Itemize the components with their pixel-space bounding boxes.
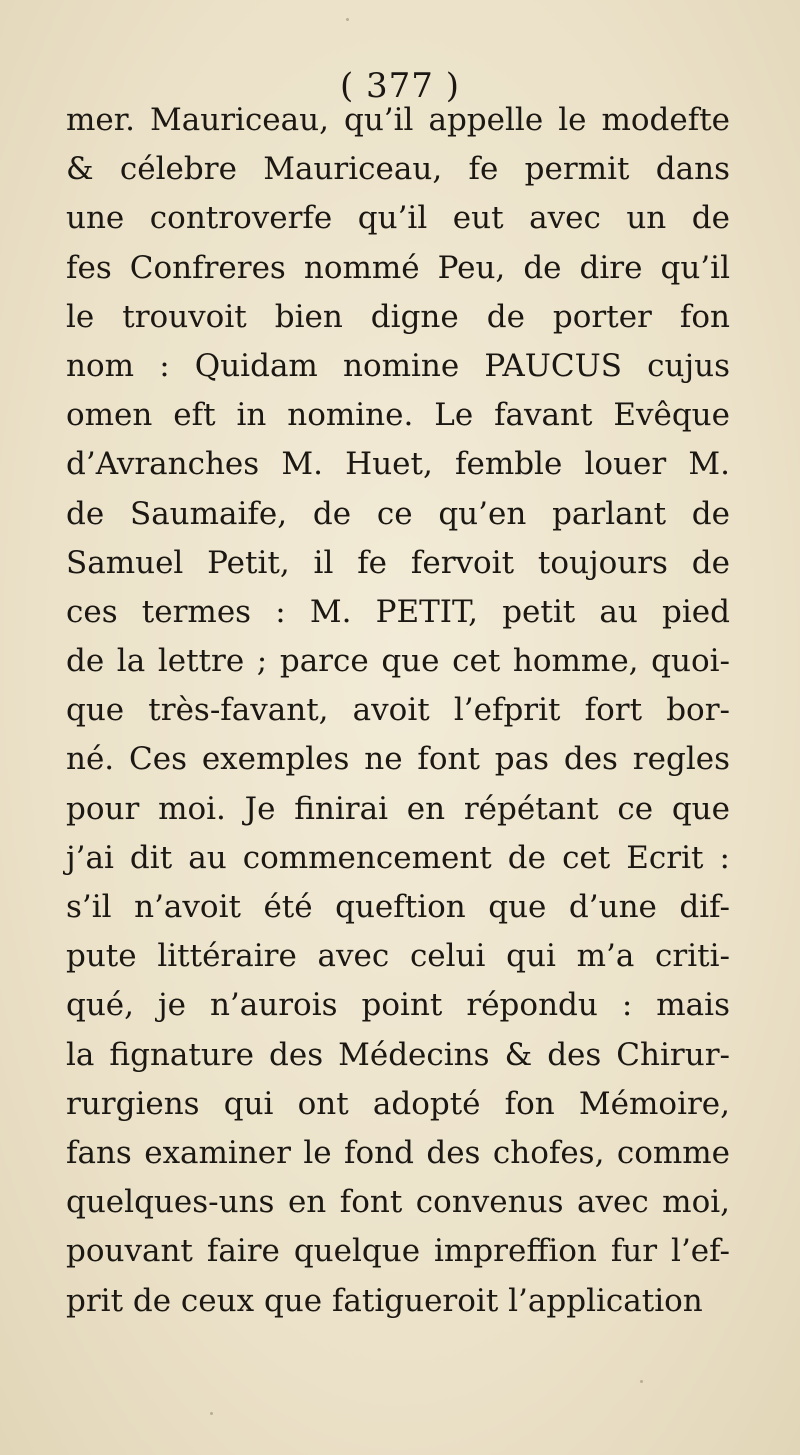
text-line: que très-favant, avoit l’efprit fort bor- (66, 692, 730, 729)
text-line: fans examiner le fond des chofes, comme (66, 1134, 730, 1171)
text-line: le trouvoit bien digne de porter fon (66, 298, 730, 335)
text-line: de Saumaife, de ce qu’en parlant de (66, 495, 730, 532)
text-line: d’Avranches M. Huet, femble louer M. (66, 446, 730, 483)
text-line: nom : Quidam nomine PAUCUS cujus (66, 347, 730, 384)
text-line: pouvant faire quelque impreffion fur l’ef- (66, 1233, 730, 1270)
text-line: prit de ceux que fatigueroit l’application (66, 1282, 703, 1319)
paper-speck (346, 18, 349, 21)
text-line: fes Confreres nommé Peu, de dire qu’il (66, 249, 730, 286)
text-line: ces termes : M. PETIT, petit au pied (66, 593, 730, 630)
text-line: la fignature des Médecins & des Chirur- (66, 1036, 730, 1073)
text-line: Samuel Petit, il fe fervoit toujours de (66, 544, 730, 581)
text-line: pour moi. Je finirai en répétant ce que (66, 790, 730, 827)
text-line: une controverfe qu’il eut avec un de (66, 200, 730, 237)
text-line: pute littéraire avec celui qui m’a criti- (66, 938, 730, 975)
page-number-header: ( 377 ) (339, 66, 461, 106)
text-line: mer. Mauriceau, qu’il appelle le modefte (66, 102, 730, 138)
text-line: né. Ces exemples ne font pas des regles (66, 741, 730, 778)
text-line: omen eft in nomine. Le favant Evêque (66, 397, 730, 434)
body-text (66, 96, 730, 1326)
text-line: de la lettre ; parce que cet homme, quoi- (66, 643, 730, 680)
paper-speck (210, 1412, 213, 1415)
text-line: rurgiens qui ont adopté fon Mémoire, (66, 1085, 730, 1122)
paper-speck (640, 1380, 643, 1383)
text-line: & célebre Mauriceau, fe permit dans (66, 151, 730, 188)
text-line: s’il n’avoit été queftion que d’une dif- (66, 889, 730, 925)
text-line: qué, je n’aurois point répondu : mais (66, 987, 730, 1024)
text-line: j’ai dit au commencement de cet Ecrit : (66, 839, 730, 876)
text-line: quelques-uns en font convenus avec moi, (66, 1184, 730, 1221)
